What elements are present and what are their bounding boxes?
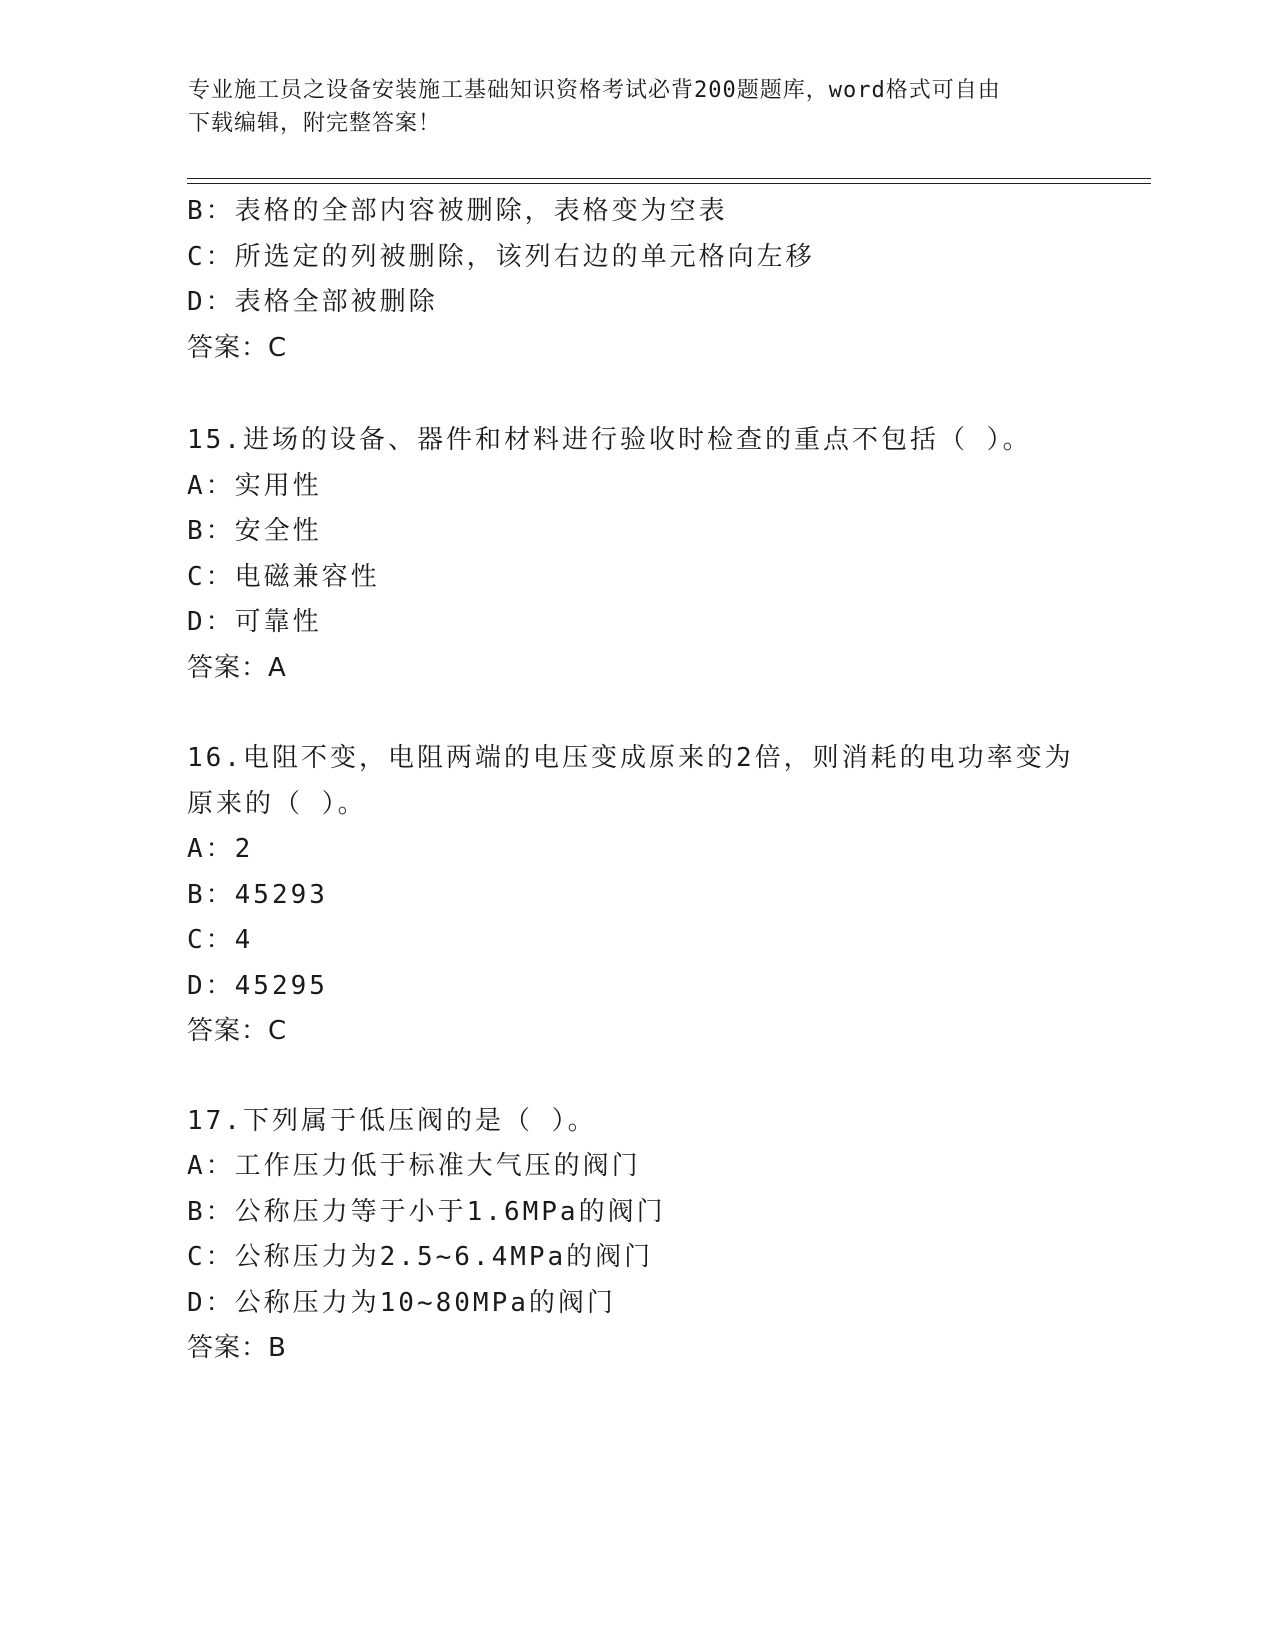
q17-option-c: C：公称压力为2.5~6.4MPa的阀门 <box>187 1242 654 1272</box>
q17-option-a: A：工作压力低于标准大气压的阀门 <box>187 1151 641 1181</box>
q14-option-b: B：表格的全部内容被删除，表格变为空表 <box>187 196 728 226</box>
q15-answer: 答案：A <box>187 652 287 683</box>
q16-option-a: A：2 <box>187 834 254 864</box>
question-gap <box>187 691 1087 736</box>
question-gap <box>187 1055 1087 1099</box>
question-16 <box>187 736 1087 1055</box>
header-title-line-2: 下载编辑，附完整答案！ <box>188 111 442 136</box>
q16-stem-line-2: 原来的（ ）。 <box>187 788 367 819</box>
q16-option-d: D：45295 <box>187 970 328 1001</box>
q17-answer: 答案：B <box>187 1333 287 1363</box>
q16-answer: 答案：C <box>187 1016 288 1046</box>
header-divider-top <box>187 178 1151 179</box>
q15-option-b: B：安全性 <box>187 516 322 546</box>
q16-option-c: C：4 <box>187 925 254 955</box>
q15-option-a: A：实用性 <box>187 470 322 501</box>
question-14-tail <box>187 189 1087 371</box>
q15-stem: 15.进场的设备、器件和材料进行验收时检查的重点不包括（ ）。 <box>187 425 1032 455</box>
q16-stem-line-1: 16.电阻不变，电阻两端的电压变成原来的2倍，则消耗的电功率变为 <box>187 743 1074 773</box>
q14-option-d: D：表格全部被删除 <box>187 287 438 317</box>
question-list <box>187 189 1087 1372</box>
q15-option-d: D：可靠性 <box>187 607 322 637</box>
q15-option-c: C：电磁兼容性 <box>187 561 380 592</box>
document-header <box>188 74 1088 140</box>
q17-option-d: D：公称压力为10~80MPa的阀门 <box>187 1287 616 1318</box>
question-gap <box>187 371 1087 418</box>
q14-answer: 答案：C <box>187 332 288 363</box>
question-17 <box>187 1099 1087 1372</box>
q17-stem: 17.下列属于低压阀的是（ ）。 <box>187 1105 597 1136</box>
question-15 <box>187 418 1087 691</box>
q14-option-c: C：所选定的列被删除，该列右边的单元格向左移 <box>187 241 815 272</box>
q17-option-b: B：公称压力等于小于1.6MPa的阀门 <box>187 1196 666 1227</box>
header-title-line-1: 专业施工员之设备安装施工基础知识资格考试必背200题题库，word格式可自由 <box>188 78 1001 103</box>
header-divider-bottom <box>187 183 1151 184</box>
q16-option-b: B：45293 <box>187 879 328 910</box>
